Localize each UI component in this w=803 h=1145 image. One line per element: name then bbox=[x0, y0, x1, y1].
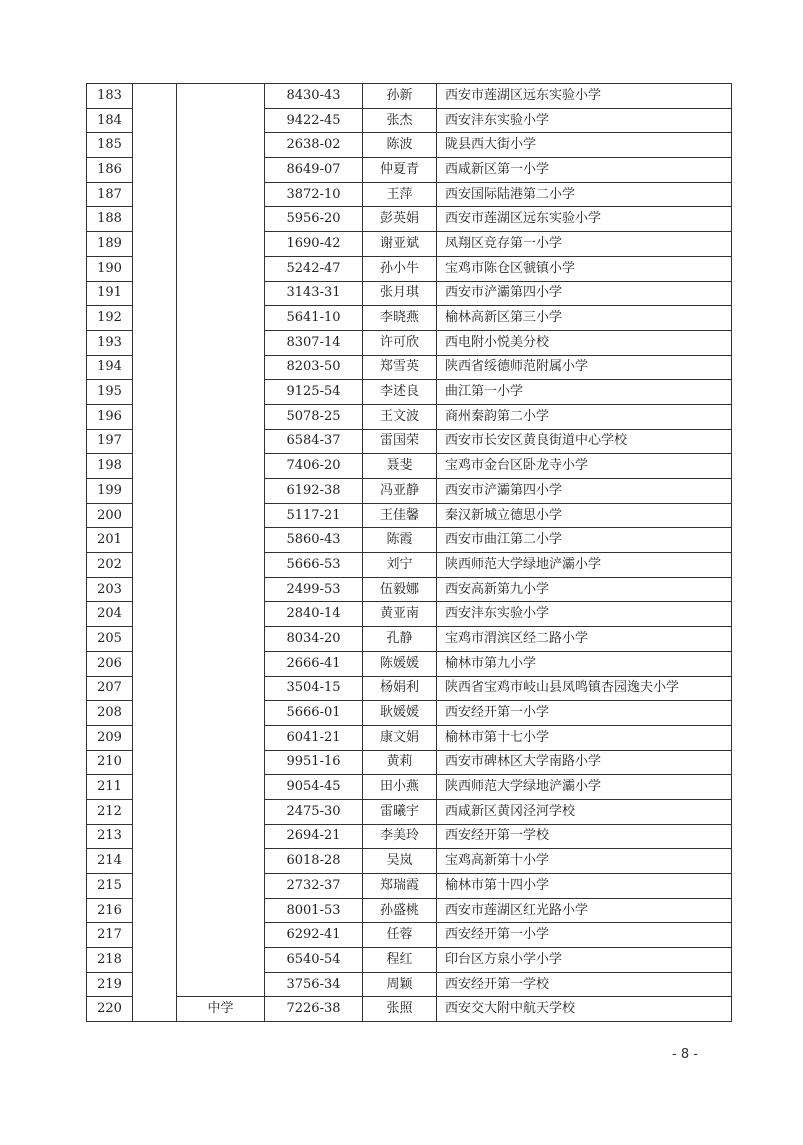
category-cell bbox=[133, 849, 177, 874]
table-row bbox=[87, 158, 732, 183]
row-number-cell: 210 bbox=[87, 750, 133, 775]
category-cell bbox=[133, 158, 177, 183]
person-name-cell: 雷曦宇 bbox=[363, 799, 437, 824]
person-name-cell: 张月琪 bbox=[363, 281, 437, 306]
school-name-cell: 西安市莲湖区红光路小学 bbox=[437, 898, 732, 923]
school-level-cell bbox=[177, 281, 265, 306]
school-name-cell: 凤翔区竞存第一小学 bbox=[437, 232, 732, 257]
person-name-cell: 程红 bbox=[363, 948, 437, 973]
category-cell bbox=[133, 503, 177, 528]
school-level-cell bbox=[177, 355, 265, 380]
table-row bbox=[87, 503, 732, 528]
row-number-cell: 191 bbox=[87, 281, 133, 306]
row-number-cell: 195 bbox=[87, 380, 133, 405]
row-number-cell: 189 bbox=[87, 232, 133, 257]
school-level-cell bbox=[177, 108, 265, 133]
candidate-code-cell: 9422-45 bbox=[265, 108, 363, 133]
school-level-cell bbox=[177, 627, 265, 652]
person-name-cell: 田小燕 bbox=[363, 775, 437, 800]
table-row bbox=[87, 380, 732, 405]
school-name-cell: 榆林市第十四小学 bbox=[437, 874, 732, 899]
table-row bbox=[87, 479, 732, 504]
table-row bbox=[87, 553, 732, 578]
person-name-cell: 周颖 bbox=[363, 972, 437, 997]
row-number-cell: 187 bbox=[87, 182, 133, 207]
row-number-cell: 183 bbox=[87, 84, 133, 109]
school-name-cell: 西咸新区黄冈泾河学校 bbox=[437, 799, 732, 824]
school-level-cell bbox=[177, 454, 265, 479]
table-row bbox=[87, 133, 732, 158]
person-name-cell: 王文波 bbox=[363, 404, 437, 429]
row-number-cell: 194 bbox=[87, 355, 133, 380]
person-name-cell: 雷国荣 bbox=[363, 429, 437, 454]
table-row bbox=[87, 750, 732, 775]
table-row bbox=[87, 627, 732, 652]
person-name-cell: 康文娟 bbox=[363, 725, 437, 750]
school-name-cell: 陕西师范大学绿地浐灞小学 bbox=[437, 553, 732, 578]
school-level-cell bbox=[177, 182, 265, 207]
school-level-cell bbox=[177, 602, 265, 627]
school-level-cell bbox=[177, 553, 265, 578]
school-name-cell: 榆林市第九小学 bbox=[437, 651, 732, 676]
candidate-code-cell: 1690-42 bbox=[265, 232, 363, 257]
category-cell bbox=[133, 281, 177, 306]
candidate-code-cell: 2475-30 bbox=[265, 799, 363, 824]
candidate-code-cell: 9054-45 bbox=[265, 775, 363, 800]
school-name-cell: 宝鸡市渭滨区经二路小学 bbox=[437, 627, 732, 652]
category-cell bbox=[133, 380, 177, 405]
school-name-cell: 西安市曲江第二小学 bbox=[437, 528, 732, 553]
school-name-cell: 宝鸡高新第十小学 bbox=[437, 849, 732, 874]
table-row bbox=[87, 775, 732, 800]
row-number-cell: 207 bbox=[87, 676, 133, 701]
category-cell bbox=[133, 972, 177, 997]
category-cell bbox=[133, 874, 177, 899]
row-number-cell: 220 bbox=[87, 997, 133, 1022]
school-level-cell bbox=[177, 404, 265, 429]
person-name-cell: 陈媛媛 bbox=[363, 651, 437, 676]
school-level-cell bbox=[177, 874, 265, 899]
table-row bbox=[87, 898, 732, 923]
row-number-cell: 188 bbox=[87, 207, 133, 232]
row-number-cell: 209 bbox=[87, 725, 133, 750]
person-name-cell: 黄莉 bbox=[363, 750, 437, 775]
row-number-cell: 200 bbox=[87, 503, 133, 528]
school-level-cell bbox=[177, 577, 265, 602]
candidate-code-cell: 5666-53 bbox=[265, 553, 363, 578]
school-name-cell: 榆林市第十七小学 bbox=[437, 725, 732, 750]
person-name-cell: 李述良 bbox=[363, 380, 437, 405]
category-cell bbox=[133, 479, 177, 504]
school-name-cell: 西咸新区第一小学 bbox=[437, 158, 732, 183]
table-row bbox=[87, 404, 732, 429]
school-name-cell: 西安经开第一学校 bbox=[437, 972, 732, 997]
table-row bbox=[87, 849, 732, 874]
candidate-code-cell: 3872-10 bbox=[265, 182, 363, 207]
school-name-cell: 西安交大附中航天学校 bbox=[437, 997, 732, 1022]
table-row bbox=[87, 232, 732, 257]
school-level-cell bbox=[177, 923, 265, 948]
category-cell bbox=[133, 676, 177, 701]
category-cell bbox=[133, 207, 177, 232]
person-name-cell: 彭英娟 bbox=[363, 207, 437, 232]
row-number-cell: 215 bbox=[87, 874, 133, 899]
candidate-code-cell: 2499-53 bbox=[265, 577, 363, 602]
person-name-cell: 陈波 bbox=[363, 133, 437, 158]
school-level-cell bbox=[177, 701, 265, 726]
candidate-code-cell: 8001-53 bbox=[265, 898, 363, 923]
person-name-cell: 王萍 bbox=[363, 182, 437, 207]
person-name-cell: 孔静 bbox=[363, 627, 437, 652]
person-name-cell: 张照 bbox=[363, 997, 437, 1022]
school-name-cell: 西安经开第一小学 bbox=[437, 701, 732, 726]
school-level-cell bbox=[177, 972, 265, 997]
person-name-cell: 谢亚斌 bbox=[363, 232, 437, 257]
school-name-cell: 西安市长安区黄良街道中心学校 bbox=[437, 429, 732, 454]
school-name-cell: 陕西省绥德师范附属小学 bbox=[437, 355, 732, 380]
school-level-cell bbox=[177, 799, 265, 824]
candidate-code-cell: 2732-37 bbox=[265, 874, 363, 899]
candidate-code-cell: 5078-25 bbox=[265, 404, 363, 429]
candidate-code-cell: 2840-14 bbox=[265, 602, 363, 627]
table-row bbox=[87, 256, 732, 281]
category-cell bbox=[133, 355, 177, 380]
category-cell bbox=[133, 232, 177, 257]
candidate-code-cell: 7226-38 bbox=[265, 997, 363, 1022]
person-name-cell: 吴岚 bbox=[363, 849, 437, 874]
school-level-cell bbox=[177, 207, 265, 232]
candidate-code-cell: 9125-54 bbox=[265, 380, 363, 405]
category-cell bbox=[133, 108, 177, 133]
school-name-cell: 陕西省宝鸡市岐山县凤鸣镇杏园逸夫小学 bbox=[437, 676, 732, 701]
person-name-cell: 杨娟利 bbox=[363, 676, 437, 701]
table-row bbox=[87, 330, 732, 355]
person-name-cell: 孙小牛 bbox=[363, 256, 437, 281]
school-level-cell bbox=[177, 330, 265, 355]
row-number-cell: 205 bbox=[87, 627, 133, 652]
school-level-cell bbox=[177, 948, 265, 973]
school-level-cell bbox=[177, 824, 265, 849]
row-number-cell: 206 bbox=[87, 651, 133, 676]
school-name-cell: 曲江第一小学 bbox=[437, 380, 732, 405]
category-cell bbox=[133, 701, 177, 726]
table-row bbox=[87, 577, 732, 602]
school-level-cell bbox=[177, 479, 265, 504]
school-level-cell bbox=[177, 133, 265, 158]
school-level-cell bbox=[177, 528, 265, 553]
category-cell bbox=[133, 651, 177, 676]
table-row bbox=[87, 207, 732, 232]
school-name-cell: 西安市莲湖区远东实验小学 bbox=[437, 207, 732, 232]
person-name-cell: 郑雪英 bbox=[363, 355, 437, 380]
school-name-cell: 西安市莲湖区远东实验小学 bbox=[437, 84, 732, 109]
school-level-cell bbox=[177, 651, 265, 676]
row-number-cell: 190 bbox=[87, 256, 133, 281]
category-cell bbox=[133, 256, 177, 281]
category-cell bbox=[133, 898, 177, 923]
table-row bbox=[87, 725, 732, 750]
person-name-cell: 李晓燕 bbox=[363, 306, 437, 331]
school-name-cell: 陕西师范大学绿地浐灞小学 bbox=[437, 775, 732, 800]
person-name-cell: 冯亚静 bbox=[363, 479, 437, 504]
school-level-cell bbox=[177, 429, 265, 454]
person-name-cell: 任蓉 bbox=[363, 923, 437, 948]
school-name-cell: 西安国际陆港第二小学 bbox=[437, 182, 732, 207]
school-level-cell: 中学 bbox=[177, 997, 265, 1022]
table-row bbox=[87, 651, 732, 676]
table-row bbox=[87, 676, 732, 701]
table-row bbox=[87, 602, 732, 627]
school-name-cell: 商州秦韵第二小学 bbox=[437, 404, 732, 429]
person-name-cell: 孙盛桃 bbox=[363, 898, 437, 923]
row-number-cell: 212 bbox=[87, 799, 133, 824]
candidate-code-cell: 3143-31 bbox=[265, 281, 363, 306]
school-name-cell: 宝鸡市金台区卧龙寺小学 bbox=[437, 454, 732, 479]
candidate-code-cell: 5666-01 bbox=[265, 701, 363, 726]
candidate-code-cell: 5117-21 bbox=[265, 503, 363, 528]
school-level-cell bbox=[177, 775, 265, 800]
school-level-cell bbox=[177, 750, 265, 775]
table-row bbox=[87, 923, 732, 948]
school-name-cell: 西安市浐灞第四小学 bbox=[437, 479, 732, 504]
row-number-cell: 202 bbox=[87, 553, 133, 578]
school-name-cell: 秦汉新城立德思小学 bbox=[437, 503, 732, 528]
row-number-cell: 216 bbox=[87, 898, 133, 923]
category-cell bbox=[133, 528, 177, 553]
candidate-code-cell: 9951-16 bbox=[265, 750, 363, 775]
table-row bbox=[87, 874, 732, 899]
candidate-code-cell: 8203-50 bbox=[265, 355, 363, 380]
category-cell bbox=[133, 923, 177, 948]
row-number-cell: 218 bbox=[87, 948, 133, 973]
row-number-cell: 199 bbox=[87, 479, 133, 504]
category-cell bbox=[133, 404, 177, 429]
table-row bbox=[87, 355, 732, 380]
candidate-code-cell: 3756-34 bbox=[265, 972, 363, 997]
table-row bbox=[87, 182, 732, 207]
table-row bbox=[87, 84, 732, 109]
person-name-cell: 伍毅娜 bbox=[363, 577, 437, 602]
table-row bbox=[87, 306, 732, 331]
school-level-cell bbox=[177, 676, 265, 701]
school-name-cell: 西安市浐灞第四小学 bbox=[437, 281, 732, 306]
school-name-cell: 西电附小悦美分校 bbox=[437, 330, 732, 355]
school-name-cell: 印台区方泉小学小学 bbox=[437, 948, 732, 973]
candidate-code-cell: 7406-20 bbox=[265, 454, 363, 479]
category-cell bbox=[133, 429, 177, 454]
school-level-cell bbox=[177, 232, 265, 257]
table-row bbox=[87, 701, 732, 726]
person-name-cell: 聂斐 bbox=[363, 454, 437, 479]
row-number-cell: 196 bbox=[87, 404, 133, 429]
row-number-cell: 219 bbox=[87, 972, 133, 997]
school-level-cell bbox=[177, 306, 265, 331]
school-name-cell: 西安经开第一小学 bbox=[437, 923, 732, 948]
row-number-cell: 217 bbox=[87, 923, 133, 948]
roster-table-body bbox=[87, 84, 732, 1022]
category-cell bbox=[133, 330, 177, 355]
candidate-code-cell: 6540-54 bbox=[265, 948, 363, 973]
category-cell bbox=[133, 948, 177, 973]
candidate-code-cell: 5641-10 bbox=[265, 306, 363, 331]
category-cell bbox=[133, 454, 177, 479]
row-number-cell: 185 bbox=[87, 133, 133, 158]
candidate-code-cell: 8430-43 bbox=[265, 84, 363, 109]
person-name-cell: 刘宁 bbox=[363, 553, 437, 578]
person-name-cell: 王佳馨 bbox=[363, 503, 437, 528]
school-level-cell bbox=[177, 725, 265, 750]
candidate-code-cell: 6292-41 bbox=[265, 923, 363, 948]
person-name-cell: 仲夏青 bbox=[363, 158, 437, 183]
table-row bbox=[87, 997, 732, 1022]
school-name-cell: 西安经开第一学校 bbox=[437, 824, 732, 849]
candidate-code-cell: 3504-15 bbox=[265, 676, 363, 701]
table-row bbox=[87, 799, 732, 824]
school-name-cell: 西安沣东实验小学 bbox=[437, 602, 732, 627]
person-name-cell: 郑瑞霞 bbox=[363, 874, 437, 899]
category-cell bbox=[133, 182, 177, 207]
category-cell bbox=[133, 133, 177, 158]
person-name-cell: 耿媛媛 bbox=[363, 701, 437, 726]
table-row bbox=[87, 824, 732, 849]
table-row bbox=[87, 454, 732, 479]
row-number-cell: 214 bbox=[87, 849, 133, 874]
row-number-cell: 184 bbox=[87, 108, 133, 133]
school-name-cell: 陇县西大街小学 bbox=[437, 133, 732, 158]
table-row bbox=[87, 108, 732, 133]
candidate-code-cell: 5956-20 bbox=[265, 207, 363, 232]
category-cell bbox=[133, 602, 177, 627]
table-row bbox=[87, 281, 732, 306]
candidate-code-cell: 2638-02 bbox=[265, 133, 363, 158]
person-name-cell: 陈霞 bbox=[363, 528, 437, 553]
school-level-cell bbox=[177, 256, 265, 281]
candidate-code-cell: 6192-38 bbox=[265, 479, 363, 504]
school-level-cell bbox=[177, 503, 265, 528]
row-number-cell: 198 bbox=[87, 454, 133, 479]
candidate-code-cell: 2694-21 bbox=[265, 824, 363, 849]
row-number-cell: 208 bbox=[87, 701, 133, 726]
person-name-cell: 张杰 bbox=[363, 108, 437, 133]
category-cell bbox=[133, 577, 177, 602]
category-cell bbox=[133, 799, 177, 824]
person-name-cell: 孙新 bbox=[363, 84, 437, 109]
candidate-code-cell: 5860-43 bbox=[265, 528, 363, 553]
candidate-code-cell: 2666-41 bbox=[265, 651, 363, 676]
school-name-cell: 西安沣东实验小学 bbox=[437, 108, 732, 133]
row-number-cell: 193 bbox=[87, 330, 133, 355]
row-number-cell: 186 bbox=[87, 158, 133, 183]
row-number-cell: 211 bbox=[87, 775, 133, 800]
candidate-code-cell: 6018-28 bbox=[265, 849, 363, 874]
candidate-code-cell: 8649-07 bbox=[265, 158, 363, 183]
candidate-code-cell: 6041-21 bbox=[265, 725, 363, 750]
school-name-cell: 榆林高新区第三小学 bbox=[437, 306, 732, 331]
row-number-cell: 204 bbox=[87, 602, 133, 627]
candidate-code-cell: 6584-37 bbox=[265, 429, 363, 454]
category-cell bbox=[133, 750, 177, 775]
school-level-cell bbox=[177, 849, 265, 874]
school-level-cell bbox=[177, 380, 265, 405]
category-cell bbox=[133, 627, 177, 652]
row-number-cell: 213 bbox=[87, 824, 133, 849]
person-name-cell: 李美玲 bbox=[363, 824, 437, 849]
row-number-cell: 197 bbox=[87, 429, 133, 454]
school-level-cell bbox=[177, 898, 265, 923]
school-name-cell: 宝鸡市陈仓区虢镇小学 bbox=[437, 256, 732, 281]
row-number-cell: 192 bbox=[87, 306, 133, 331]
table-row bbox=[87, 429, 732, 454]
category-cell bbox=[133, 997, 177, 1022]
row-number-cell: 201 bbox=[87, 528, 133, 553]
table-row bbox=[87, 948, 732, 973]
category-cell bbox=[133, 725, 177, 750]
category-cell bbox=[133, 775, 177, 800]
category-cell bbox=[133, 84, 177, 109]
candidate-code-cell: 8034-20 bbox=[265, 627, 363, 652]
candidate-code-cell: 5242-47 bbox=[265, 256, 363, 281]
school-name-cell: 西安高新第九小学 bbox=[437, 577, 732, 602]
table-row bbox=[87, 972, 732, 997]
person-name-cell: 黄亚南 bbox=[363, 602, 437, 627]
table-row bbox=[87, 528, 732, 553]
page-number: - 8 - bbox=[672, 1047, 698, 1062]
school-level-cell bbox=[177, 84, 265, 109]
candidate-code-cell: 8307-14 bbox=[265, 330, 363, 355]
person-name-cell: 许可欣 bbox=[363, 330, 437, 355]
category-cell bbox=[133, 824, 177, 849]
category-cell bbox=[133, 553, 177, 578]
row-number-cell: 203 bbox=[87, 577, 133, 602]
roster-table bbox=[86, 83, 732, 1022]
school-level-cell bbox=[177, 158, 265, 183]
category-cell bbox=[133, 306, 177, 331]
school-name-cell: 西安市碑林区大学南路小学 bbox=[437, 750, 732, 775]
